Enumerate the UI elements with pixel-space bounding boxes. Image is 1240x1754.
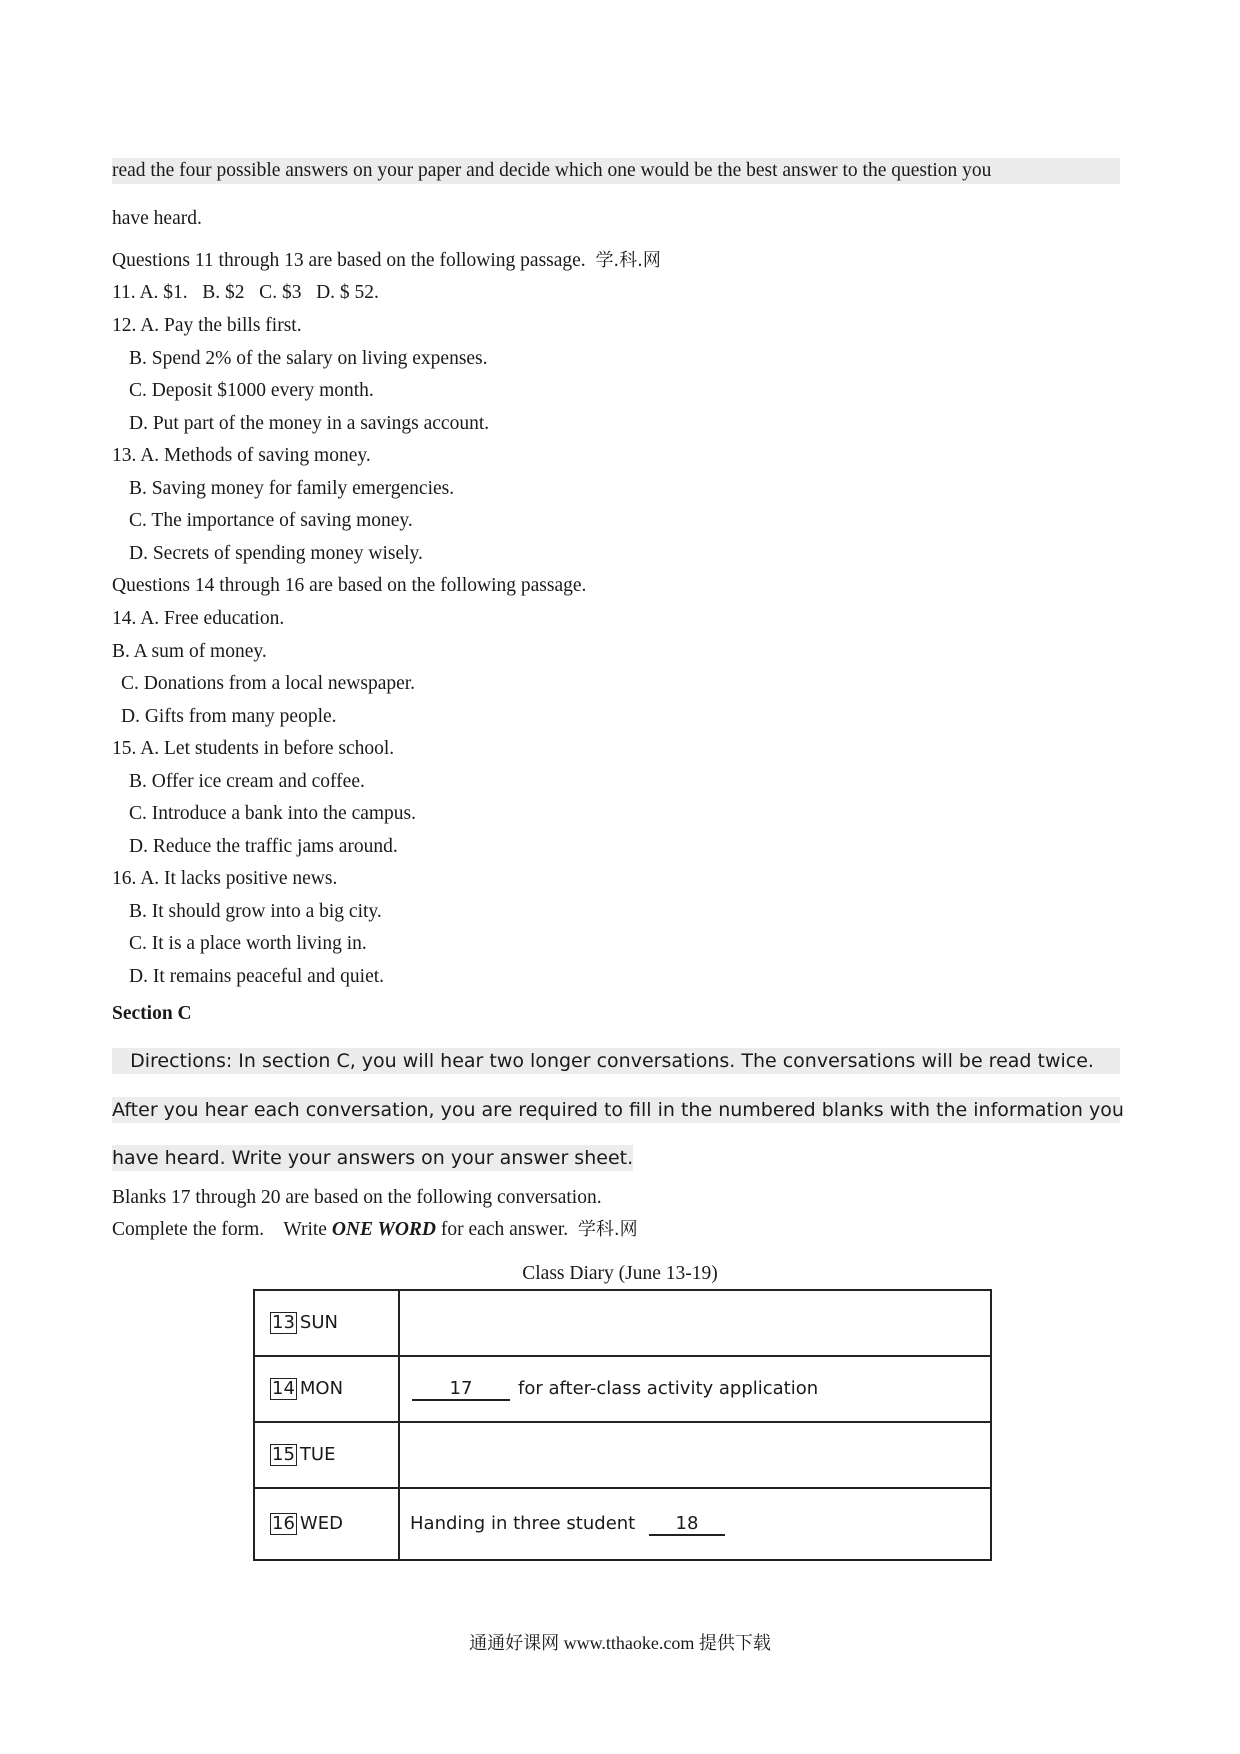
instruction-text: Complete the form. Write (112, 1219, 332, 1240)
activity-text: Handing in three student (410, 1512, 636, 1534)
instruction-text: for each answer. (436, 1219, 569, 1240)
directions-line-2: After you hear each conversation, you are required to fill in the numbered blanks with the information you (112, 1099, 1124, 1121)
option-c: C. It is a place worth living in. (129, 933, 367, 954)
answer-blank[interactable]: 17 (412, 1379, 510, 1401)
day-cell (254, 1290, 399, 1356)
passage-2-heading: Questions 14 through 16 are based on the following passage. (112, 575, 587, 596)
intro-line-2: have heard. (112, 208, 202, 229)
question-number: 16. (112, 868, 137, 889)
answer-blank[interactable]: 18 (649, 1514, 725, 1536)
table-caption: Class Diary (June 13-19) (522, 1263, 718, 1284)
option-b: B. A sum of money. (112, 641, 267, 662)
section-c-title: Section C (112, 1003, 192, 1024)
option-a: A. Pay the bills first. (140, 315, 302, 336)
option-c: C. Introduce a bank into the campus. (129, 803, 417, 824)
blanks-line: Blanks 17 through 20 are based on the following conversation. (112, 1187, 602, 1208)
one-word-emphasis: ONE WORD (331, 1219, 437, 1240)
directions-line-3: have heard. Write your answers on your answer sheet. (112, 1147, 634, 1169)
table-row (254, 1488, 991, 1560)
date-box: 16 (272, 1513, 295, 1534)
day-label: SUN (299, 1312, 338, 1333)
question-number: 12. (112, 315, 137, 336)
activity-cell (399, 1422, 991, 1488)
table-row (254, 1422, 991, 1488)
date-box: 13 (272, 1312, 295, 1333)
question-number: 14. (112, 608, 137, 629)
watermark-mark: 学科.网 (577, 1219, 638, 1240)
option-d: D. Reduce the traffic jams around. (129, 836, 398, 857)
option-d: D. It remains peaceful and quiet. (129, 966, 385, 987)
option-b: B. It should grow into a big city. (129, 901, 382, 922)
option-b: B. Saving money for family emergencies. (129, 478, 455, 499)
option-b: B. Offer ice cream and coffee. (129, 771, 365, 792)
question-13 (112, 443, 371, 469)
intro-line-1: read the four possible answers on your paper and decide which one would be the best answer to the question you (112, 158, 1120, 184)
question-options: A. $1. B. $2 C. $3 D. $ 52. (139, 282, 379, 303)
activity-cell (399, 1488, 991, 1560)
activity-text: for after-class activity application (518, 1377, 819, 1399)
option-d: D. Gifts from many people. (121, 706, 337, 727)
question-number: 13. (112, 445, 137, 466)
option-d: D. Secrets of spending money wisely. (129, 543, 423, 564)
option-d: D. Put part of the money in a savings account. (129, 413, 490, 434)
question-15 (112, 736, 394, 762)
day-cell (254, 1356, 399, 1422)
day-label: TUE (299, 1444, 336, 1465)
date-box: 14 (272, 1378, 295, 1399)
day-label: MON (299, 1378, 344, 1399)
table-row (254, 1356, 991, 1422)
class-diary-table (253, 1289, 992, 1561)
day-label: WED (299, 1513, 343, 1534)
option-c: C. The importance of saving money. (129, 510, 413, 531)
option-c: C. Deposit $1000 every month. (129, 380, 374, 401)
question-number: 11. (112, 282, 136, 303)
question-12 (112, 313, 302, 339)
directions-line-1: Directions: In section C, you will hear two longer conversations. The conversations will be read twice. (112, 1048, 1120, 1074)
complete-instruction (112, 1217, 638, 1243)
watermark-mark: 学.科.网 (595, 250, 661, 271)
question-number: 15. (112, 738, 137, 759)
option-a: A. Free education. (140, 608, 285, 629)
question-16 (112, 866, 337, 892)
option-c: C. Donations from a local newspaper. (121, 673, 416, 694)
activity-cell (399, 1290, 991, 1356)
option-a: A. Let students in before school. (140, 738, 395, 759)
option-b: B. Spend 2% of the salary on living expenses. (129, 348, 488, 369)
question-11 (112, 280, 379, 306)
option-a: A. Methods of saving money. (140, 445, 371, 466)
question-14 (112, 606, 284, 632)
option-a: A. It lacks positive news. (140, 868, 338, 889)
passage-1-heading (112, 248, 661, 274)
page-footer: 通通好课网 www.tthaoke.com 提供下载 (469, 1633, 771, 1653)
date-box: 15 (272, 1444, 295, 1465)
passage-1-heading-text: Questions 11 through 13 are based on the following passage. (112, 250, 586, 271)
day-cell (254, 1488, 399, 1560)
day-cell (254, 1422, 399, 1488)
activity-cell (399, 1356, 991, 1422)
table-row (254, 1290, 991, 1356)
